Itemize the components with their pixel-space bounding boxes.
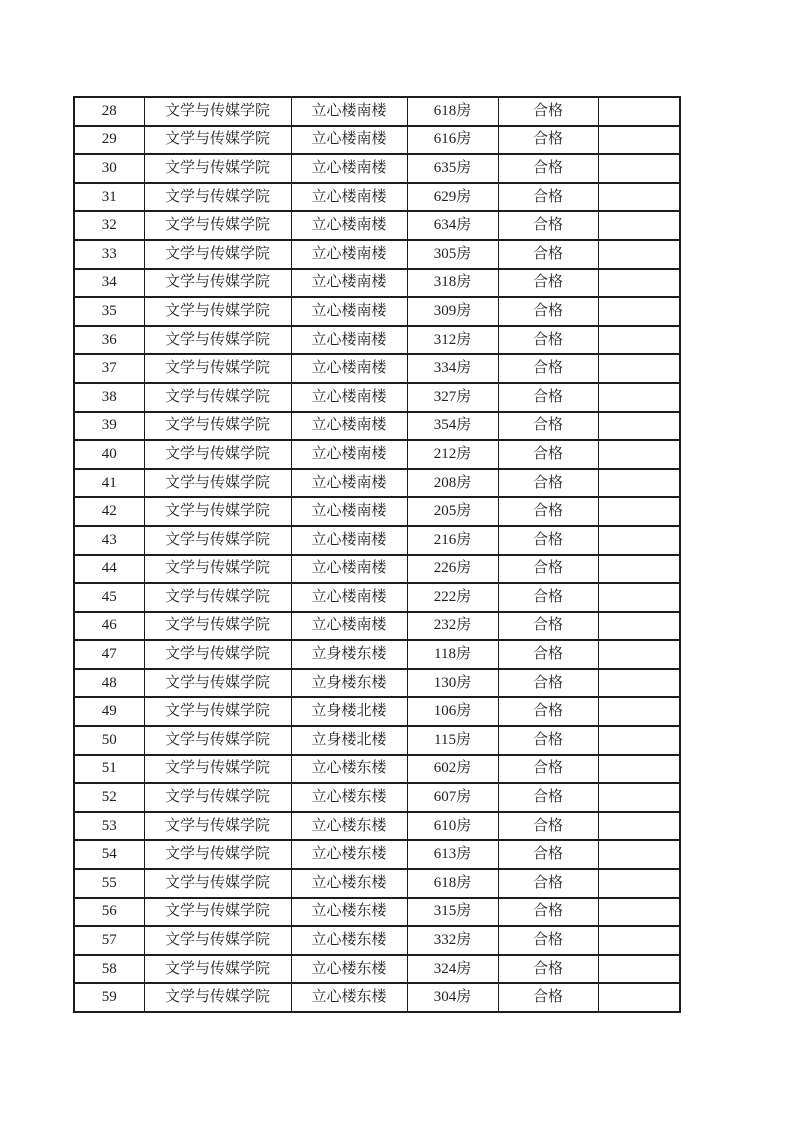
table-row: [74, 469, 680, 498]
cell-room: 232房: [407, 612, 498, 641]
cell-note: [598, 440, 680, 469]
cell-college: 文学与传媒学院: [144, 326, 291, 355]
cell-room: 115房: [407, 726, 498, 755]
cell-building: 立心楼东楼: [291, 983, 407, 1012]
cell-result: 合格: [498, 583, 598, 612]
cell-note: [598, 840, 680, 869]
table-row: [74, 154, 680, 183]
cell-note: [598, 898, 680, 927]
table-row: [74, 955, 680, 984]
cell-college: 文学与传媒学院: [144, 583, 291, 612]
table-row: [74, 869, 680, 898]
cell-room: 208房: [407, 469, 498, 498]
cell-college: 文学与传媒学院: [144, 354, 291, 383]
table-row: [74, 555, 680, 584]
cell-result: 合格: [498, 326, 598, 355]
cell-result: 合格: [498, 97, 598, 126]
cell-result: 合格: [498, 926, 598, 955]
cell-index: 36: [74, 326, 144, 355]
cell-building: 立心楼南楼: [291, 211, 407, 240]
cell-room: 222房: [407, 583, 498, 612]
cell-index: 45: [74, 583, 144, 612]
cell-building: 立心楼南楼: [291, 269, 407, 298]
cell-index: 59: [74, 983, 144, 1012]
cell-result: 合格: [498, 555, 598, 584]
cell-index: 42: [74, 497, 144, 526]
table-row: [74, 326, 680, 355]
cell-result: 合格: [498, 126, 598, 155]
cell-college: 文学与传媒学院: [144, 812, 291, 841]
cell-note: [598, 555, 680, 584]
table-row: [74, 440, 680, 469]
cell-college: 文学与传媒学院: [144, 669, 291, 698]
cell-index: 38: [74, 383, 144, 412]
cell-result: 合格: [498, 383, 598, 412]
cell-college: 文学与传媒学院: [144, 755, 291, 784]
cell-building: 立心楼南楼: [291, 297, 407, 326]
cell-building: 立心楼南楼: [291, 154, 407, 183]
cell-college: 文学与传媒学院: [144, 926, 291, 955]
cell-note: [598, 612, 680, 641]
cell-room: 216房: [407, 526, 498, 555]
cell-college: 文学与传媒学院: [144, 612, 291, 641]
cell-college: 文学与传媒学院: [144, 126, 291, 155]
cell-note: [598, 583, 680, 612]
cell-result: 合格: [498, 783, 598, 812]
table-row: [74, 126, 680, 155]
cell-college: 文学与传媒学院: [144, 869, 291, 898]
cell-index: 50: [74, 726, 144, 755]
cell-index: 49: [74, 697, 144, 726]
cell-index: 54: [74, 840, 144, 869]
cell-index: 28: [74, 97, 144, 126]
cell-room: 618房: [407, 869, 498, 898]
cell-note: [598, 354, 680, 383]
cell-room: 334房: [407, 354, 498, 383]
cell-note: [598, 869, 680, 898]
cell-result: 合格: [498, 726, 598, 755]
table-row: [74, 97, 680, 126]
cell-college: 文学与传媒学院: [144, 269, 291, 298]
cell-note: [598, 983, 680, 1012]
cell-note: [598, 269, 680, 298]
cell-room: 607房: [407, 783, 498, 812]
cell-result: 合格: [498, 240, 598, 269]
cell-index: 58: [74, 955, 144, 984]
cell-note: [598, 955, 680, 984]
cell-result: 合格: [498, 412, 598, 441]
cell-note: [598, 240, 680, 269]
cell-result: 合格: [498, 697, 598, 726]
cell-building: 立心楼南楼: [291, 412, 407, 441]
cell-note: [598, 640, 680, 669]
cell-building: 立心楼南楼: [291, 383, 407, 412]
cell-building: 立心楼南楼: [291, 97, 407, 126]
cell-building: 立心楼南楼: [291, 583, 407, 612]
cell-index: 52: [74, 783, 144, 812]
cell-building: 立心楼南楼: [291, 354, 407, 383]
cell-note: [598, 697, 680, 726]
cell-building: 立心楼南楼: [291, 326, 407, 355]
cell-building: 立心楼东楼: [291, 755, 407, 784]
cell-result: 合格: [498, 898, 598, 927]
cell-room: 616房: [407, 126, 498, 155]
inspection-results-table: [73, 96, 681, 1013]
cell-note: [598, 526, 680, 555]
cell-result: 合格: [498, 297, 598, 326]
cell-result: 合格: [498, 497, 598, 526]
cell-building: 立心楼东楼: [291, 812, 407, 841]
cell-building: 立身楼北楼: [291, 697, 407, 726]
cell-index: 31: [74, 183, 144, 212]
table-row: [74, 983, 680, 1012]
cell-index: 30: [74, 154, 144, 183]
cell-result: 合格: [498, 612, 598, 641]
cell-college: 文学与传媒学院: [144, 211, 291, 240]
cell-room: 318房: [407, 269, 498, 298]
cell-result: 合格: [498, 469, 598, 498]
cell-college: 文学与传媒学院: [144, 726, 291, 755]
cell-note: [598, 783, 680, 812]
cell-note: [598, 126, 680, 155]
inspection-table-container: [73, 96, 679, 1013]
cell-note: [598, 97, 680, 126]
table-row: [74, 497, 680, 526]
cell-room: 324房: [407, 955, 498, 984]
cell-index: 55: [74, 869, 144, 898]
cell-note: [598, 755, 680, 784]
cell-result: 合格: [498, 526, 598, 555]
table-row: [74, 783, 680, 812]
cell-college: 文学与传媒学院: [144, 412, 291, 441]
cell-room: 106房: [407, 697, 498, 726]
table-row: [74, 898, 680, 927]
cell-result: 合格: [498, 211, 598, 240]
cell-room: 312房: [407, 326, 498, 355]
cell-note: [598, 211, 680, 240]
cell-room: 629房: [407, 183, 498, 212]
cell-index: 29: [74, 126, 144, 155]
cell-building: 立心楼南楼: [291, 555, 407, 584]
cell-room: 305房: [407, 240, 498, 269]
cell-room: 332房: [407, 926, 498, 955]
cell-college: 文学与传媒学院: [144, 497, 291, 526]
cell-result: 合格: [498, 640, 598, 669]
cell-note: [598, 383, 680, 412]
cell-note: [598, 297, 680, 326]
cell-index: 56: [74, 898, 144, 927]
cell-building: 立心楼南楼: [291, 497, 407, 526]
cell-result: 合格: [498, 840, 598, 869]
cell-college: 文学与传媒学院: [144, 783, 291, 812]
table-row: [74, 926, 680, 955]
cell-building: 立心楼南楼: [291, 183, 407, 212]
cell-room: 613房: [407, 840, 498, 869]
cell-building: 立心楼南楼: [291, 612, 407, 641]
cell-college: 文学与传媒学院: [144, 555, 291, 584]
cell-result: 合格: [498, 440, 598, 469]
cell-college: 文学与传媒学院: [144, 697, 291, 726]
cell-result: 合格: [498, 812, 598, 841]
table-row: [74, 269, 680, 298]
cell-building: 立身楼东楼: [291, 669, 407, 698]
cell-room: 354房: [407, 412, 498, 441]
table-row: [74, 755, 680, 784]
cell-index: 39: [74, 412, 144, 441]
cell-room: 309房: [407, 297, 498, 326]
cell-result: 合格: [498, 669, 598, 698]
cell-room: 327房: [407, 383, 498, 412]
cell-building: 立心楼南楼: [291, 469, 407, 498]
cell-room: 634房: [407, 211, 498, 240]
cell-note: [598, 183, 680, 212]
cell-room: 304房: [407, 983, 498, 1012]
cell-room: 212房: [407, 440, 498, 469]
cell-index: 37: [74, 354, 144, 383]
cell-result: 合格: [498, 154, 598, 183]
cell-room: 118房: [407, 640, 498, 669]
cell-college: 文学与传媒学院: [144, 840, 291, 869]
cell-room: 205房: [407, 497, 498, 526]
cell-college: 文学与传媒学院: [144, 154, 291, 183]
cell-building: 立身楼东楼: [291, 640, 407, 669]
cell-college: 文学与传媒学院: [144, 526, 291, 555]
cell-result: 合格: [498, 983, 598, 1012]
cell-result: 合格: [498, 354, 598, 383]
cell-building: 立心楼东楼: [291, 840, 407, 869]
cell-room: 315房: [407, 898, 498, 927]
cell-college: 文学与传媒学院: [144, 983, 291, 1012]
table-row: [74, 354, 680, 383]
cell-college: 文学与传媒学院: [144, 297, 291, 326]
cell-note: [598, 154, 680, 183]
cell-note: [598, 412, 680, 441]
cell-building: 立心楼东楼: [291, 926, 407, 955]
cell-building: 立心楼东楼: [291, 955, 407, 984]
cell-building: 立心楼南楼: [291, 526, 407, 555]
cell-college: 文学与传媒学院: [144, 469, 291, 498]
cell-index: 40: [74, 440, 144, 469]
cell-college: 文学与传媒学院: [144, 898, 291, 927]
table-row: [74, 383, 680, 412]
cell-note: [598, 469, 680, 498]
cell-college: 文学与传媒学院: [144, 440, 291, 469]
cell-index: 34: [74, 269, 144, 298]
table-row: [74, 840, 680, 869]
cell-note: [598, 326, 680, 355]
cell-index: 35: [74, 297, 144, 326]
table-row: [74, 640, 680, 669]
cell-index: 32: [74, 211, 144, 240]
cell-index: 47: [74, 640, 144, 669]
table-row: [74, 697, 680, 726]
cell-index: 57: [74, 926, 144, 955]
table-row: [74, 183, 680, 212]
cell-index: 46: [74, 612, 144, 641]
cell-building: 立心楼南楼: [291, 440, 407, 469]
cell-index: 33: [74, 240, 144, 269]
cell-room: 226房: [407, 555, 498, 584]
cell-room: 618房: [407, 97, 498, 126]
cell-result: 合格: [498, 269, 598, 298]
cell-college: 文学与传媒学院: [144, 640, 291, 669]
cell-college: 文学与传媒学院: [144, 183, 291, 212]
cell-room: 610房: [407, 812, 498, 841]
cell-index: 51: [74, 755, 144, 784]
cell-building: 立心楼南楼: [291, 240, 407, 269]
cell-note: [598, 726, 680, 755]
table-row: [74, 812, 680, 841]
cell-index: 41: [74, 469, 144, 498]
table-row: [74, 240, 680, 269]
cell-room: 602房: [407, 755, 498, 784]
table-row: [74, 297, 680, 326]
cell-note: [598, 497, 680, 526]
cell-building: 立身楼北楼: [291, 726, 407, 755]
cell-college: 文学与传媒学院: [144, 383, 291, 412]
cell-note: [598, 812, 680, 841]
cell-building: 立心楼东楼: [291, 898, 407, 927]
cell-college: 文学与传媒学院: [144, 955, 291, 984]
cell-result: 合格: [498, 755, 598, 784]
cell-room: 635房: [407, 154, 498, 183]
cell-index: 43: [74, 526, 144, 555]
cell-result: 合格: [498, 869, 598, 898]
cell-building: 立心楼南楼: [291, 126, 407, 155]
cell-note: [598, 926, 680, 955]
cell-index: 48: [74, 669, 144, 698]
cell-college: 文学与传媒学院: [144, 240, 291, 269]
table-row: [74, 526, 680, 555]
cell-result: 合格: [498, 183, 598, 212]
table-row: [74, 726, 680, 755]
table-row: [74, 583, 680, 612]
cell-building: 立心楼东楼: [291, 869, 407, 898]
cell-college: 文学与传媒学院: [144, 97, 291, 126]
table-row: [74, 612, 680, 641]
cell-result: 合格: [498, 955, 598, 984]
table-row: [74, 211, 680, 240]
table-row: [74, 412, 680, 441]
cell-note: [598, 669, 680, 698]
cell-index: 53: [74, 812, 144, 841]
cell-index: 44: [74, 555, 144, 584]
cell-room: 130房: [407, 669, 498, 698]
cell-building: 立心楼东楼: [291, 783, 407, 812]
table-row: [74, 669, 680, 698]
